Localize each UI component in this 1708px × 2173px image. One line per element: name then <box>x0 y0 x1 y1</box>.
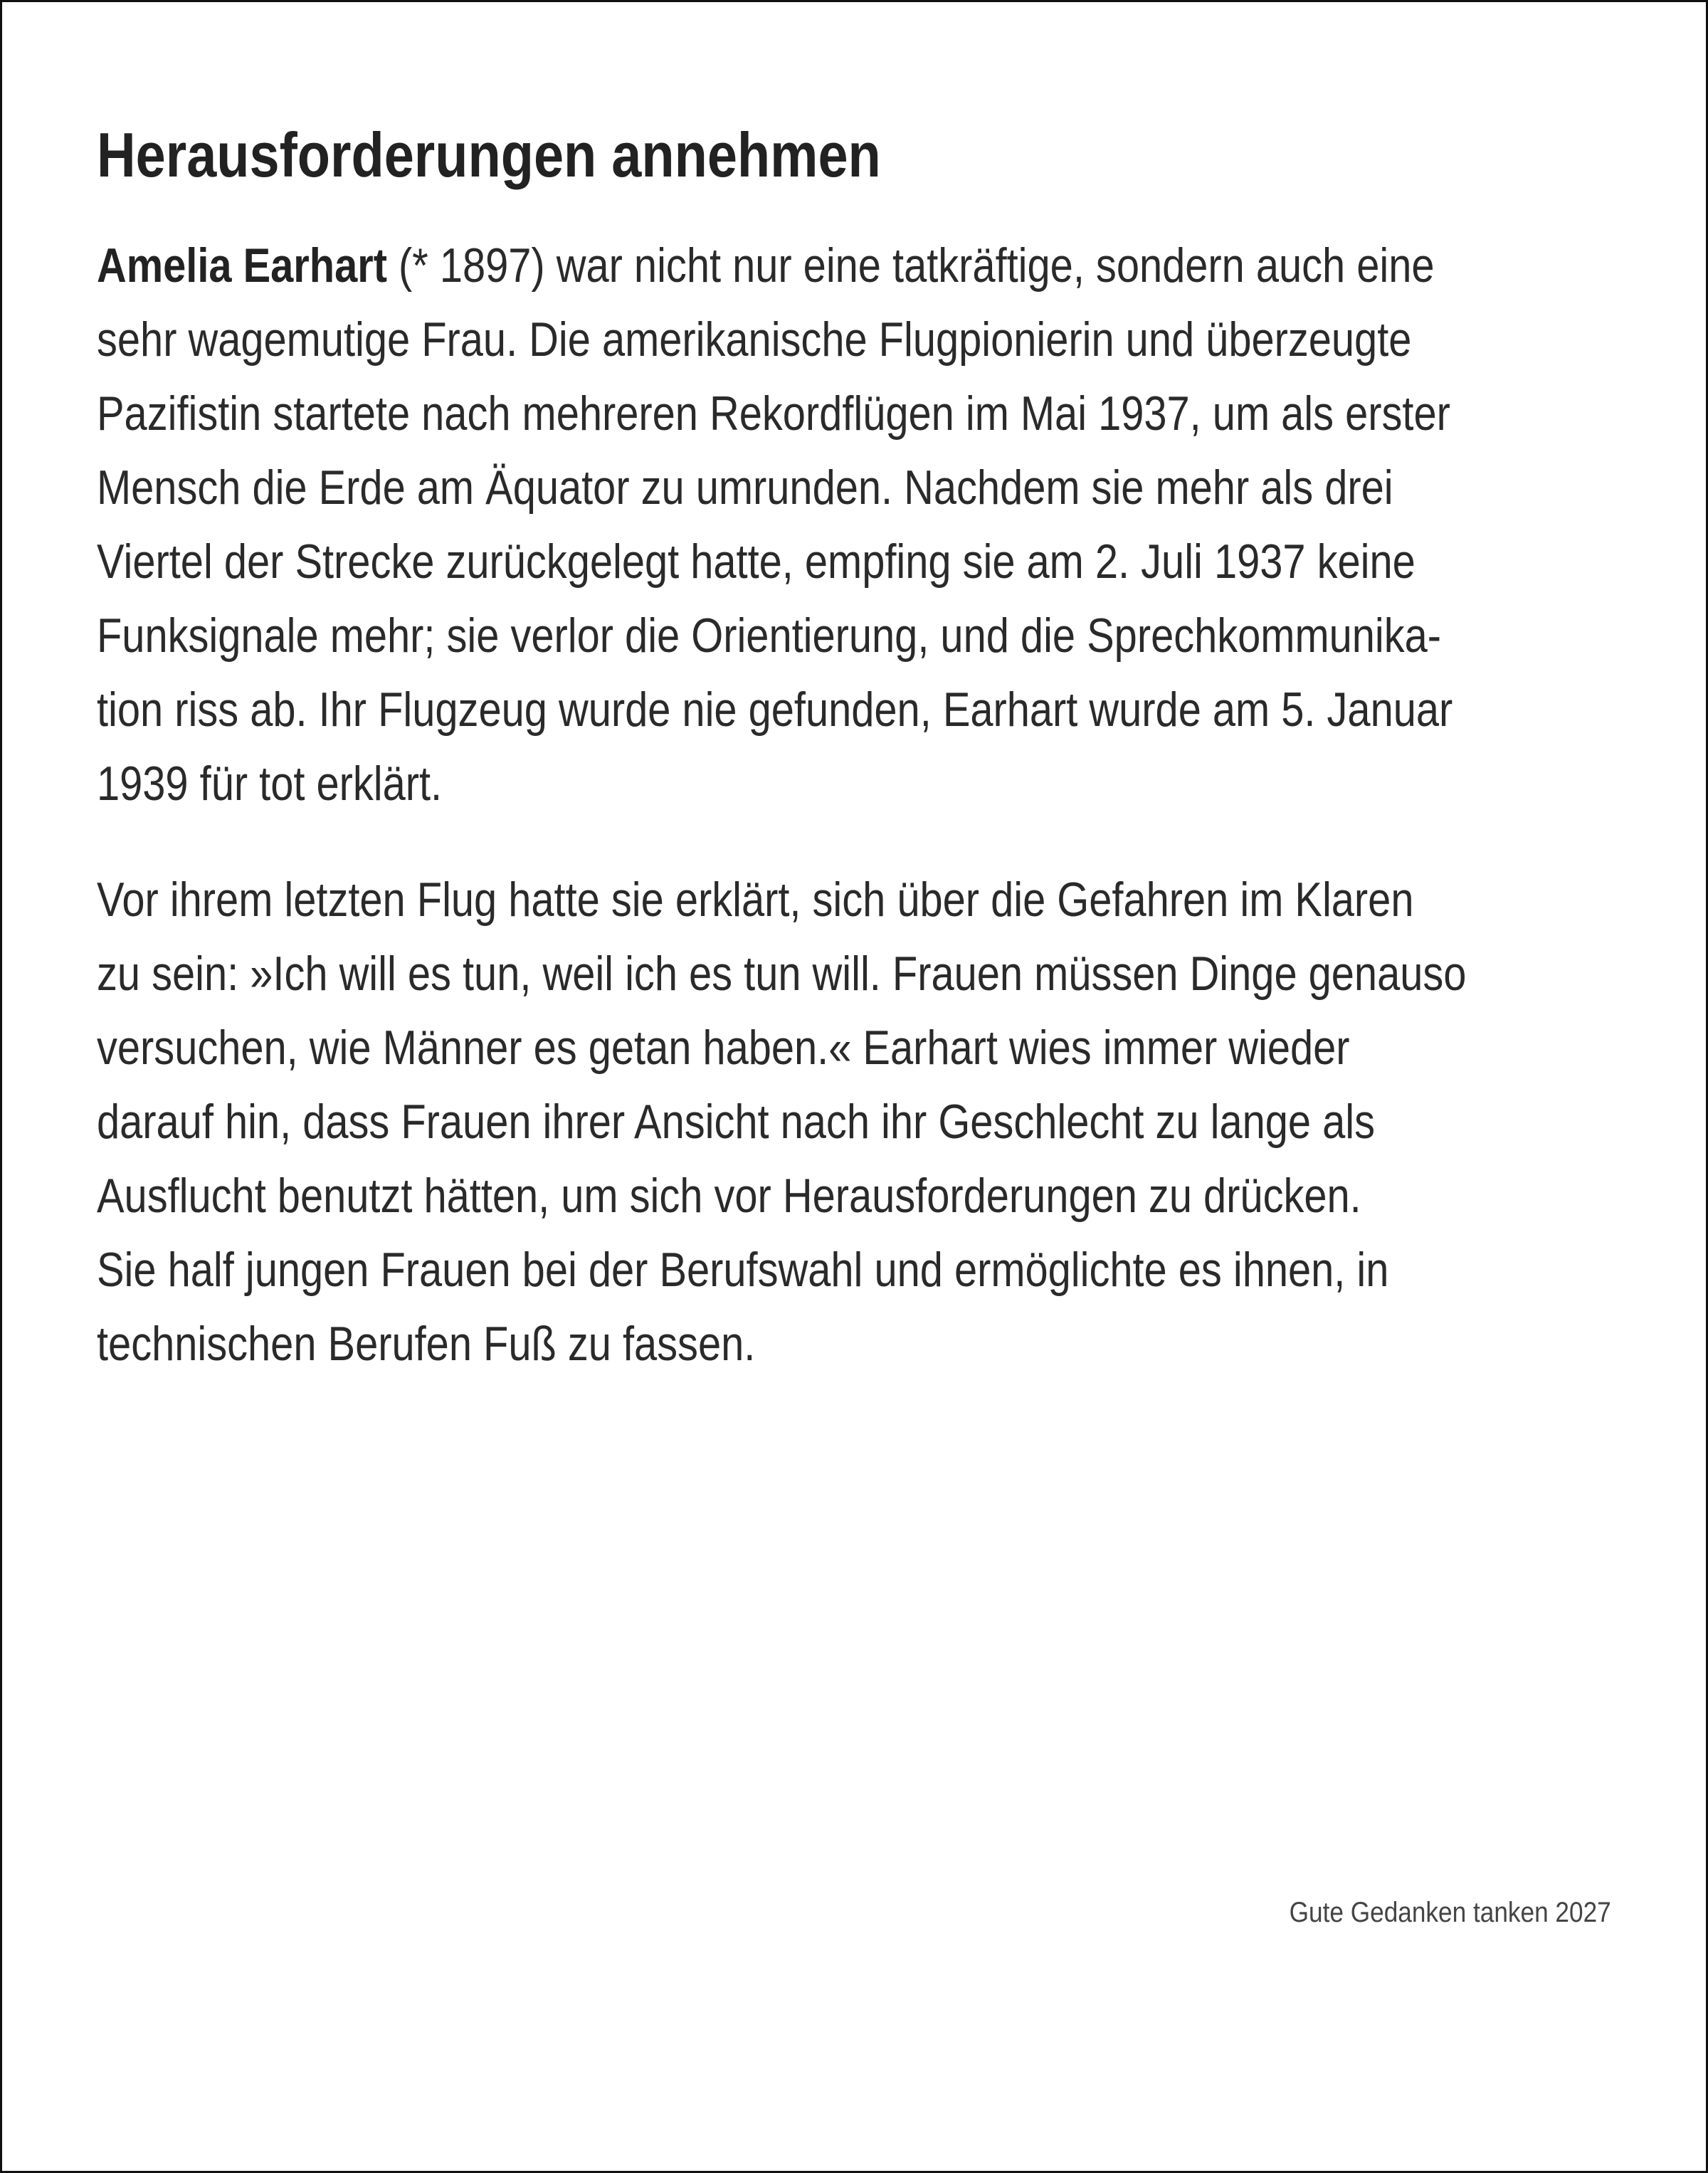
text-line: technischen Berufen Fuß zu fassen. <box>97 1317 756 1371</box>
text-line: darauf hin, dass Frauen ihrer Ansicht nach ihr Geschlecht zu lange als <box>97 1095 1376 1149</box>
text-line: Ausflucht benutzt hätten, um sich vor Herausforderungen zu drücken. <box>97 1169 1361 1223</box>
text-line: 1939 für tot erklärt. <box>97 757 443 811</box>
text-line: Mensch die Erde am Äquator zu umrunden. Nachdem sie mehr als drei <box>97 461 1393 515</box>
page-title: Herausforderungen annehmen <box>97 120 881 190</box>
paragraph-2 <box>97 863 1708 1381</box>
text-line: versuchen, wie Männer es getan haben.« Earhart wies immer wieder <box>97 1021 1350 1075</box>
text-line-rest: (* 1897) war nicht nur eine tatkräftige, sondern auch eine <box>386 238 1435 293</box>
text-line: Pazifistin startete nach mehreren Rekordflügen im Mai 1937, um als erster <box>97 386 1450 441</box>
text-line: Viertel der Strecke zurückgelegt hatte, empfing sie am 2. Juli 1937 keine <box>97 535 1416 589</box>
text-line: Vor ihrem letzten Flug hatte sie erklärt, sich über die Gefahren im Klaren <box>97 873 1414 927</box>
text-line: Sie half jungen Frauen bei der Berufswahl und ermöglichte es ihnen, in <box>97 1243 1389 1297</box>
text-line: tion riss ab. Ihr Flugzeug wurde nie gefunden, Earhart wurde am 5. Januar <box>97 683 1453 737</box>
text-line <box>97 228 1453 302</box>
paragraph-1 <box>97 228 1692 821</box>
bold-name: Amelia Earhart <box>97 238 387 293</box>
text-line: sehr wagemutige Frau. Die amerikanische Flugpionierin und überzeugte <box>97 312 1412 367</box>
footer-caption: Gute Gedanken tanken 2027 <box>1289 1897 1611 1928</box>
text-line: Funksignale mehr; sie verlor die Orientierung, und die Sprechkommunika- <box>97 609 1442 663</box>
text-line: zu sein: »Ich will es tun, weil ich es tun will. Frauen müssen Dinge genauso <box>97 947 1467 1001</box>
